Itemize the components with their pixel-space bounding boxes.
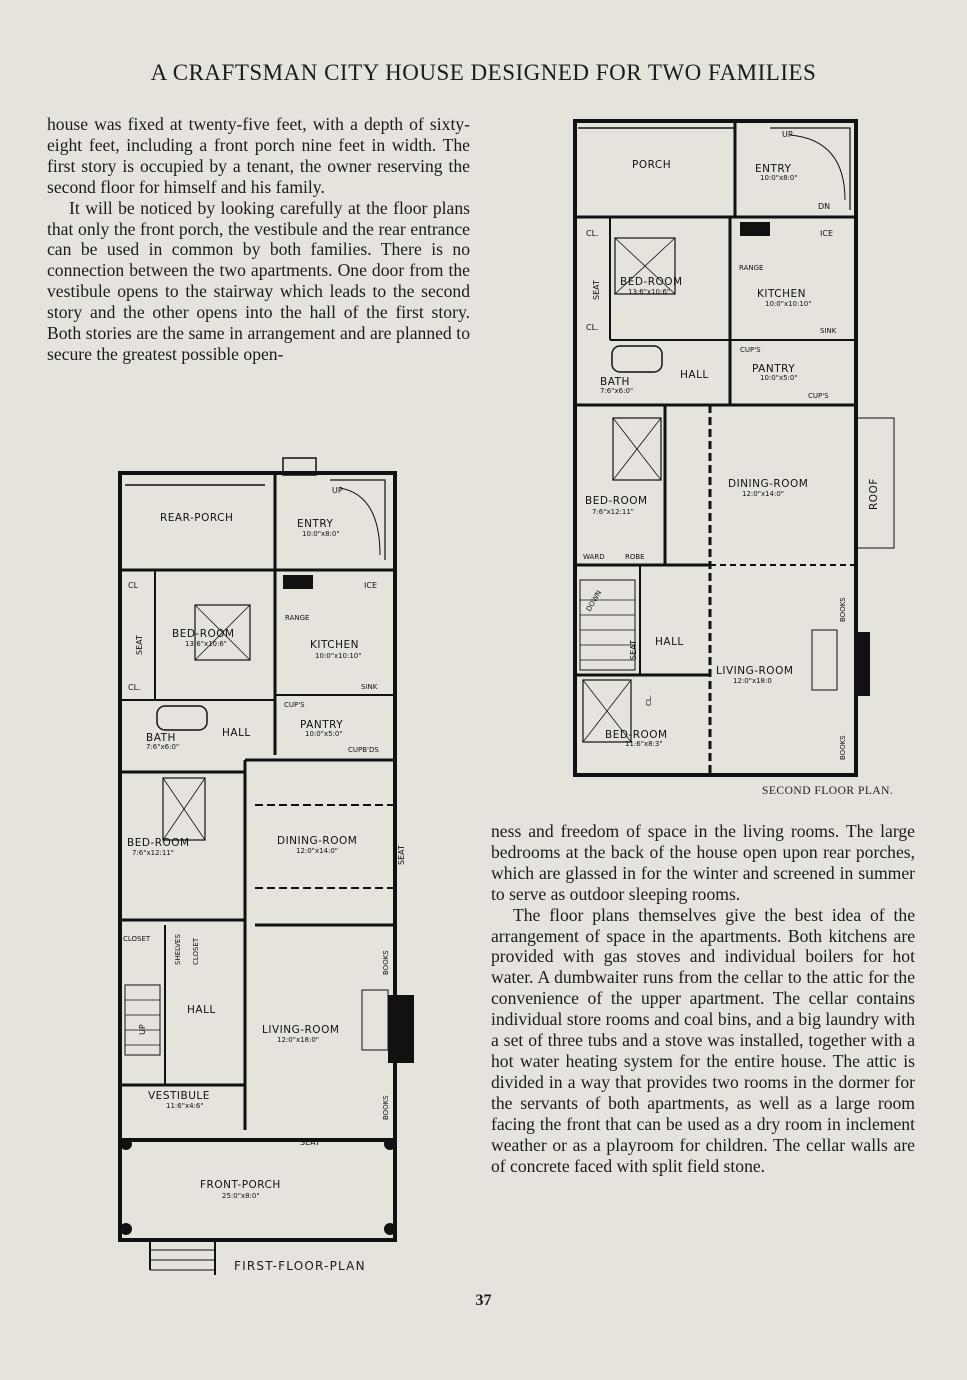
label-hall-top: HALL: [680, 369, 709, 381]
label-bedroom-mid: BED-ROOM: [585, 495, 648, 507]
label-ice: ICE: [364, 581, 377, 590]
label-cl-hall: CL.: [645, 694, 653, 706]
label-entry: ENTRY: [297, 518, 334, 530]
label-bath-dim: 7:6"x6:0": [146, 743, 180, 751]
label-seat-hall: SEAT: [629, 640, 638, 660]
label-dn: DN: [818, 202, 831, 211]
label-cl-bottom: CL.: [586, 323, 599, 332]
label-books1: BOOKS: [382, 950, 390, 975]
paragraph: It will be noticed by looking carefully at the floor plans that only the front porch, the vestibule and the rear entrance can be used in common by both families. There is no connection between the two apartments. One door from the vestibule opens to the stairway which leads to the second story and the other opens into the hall of the first story. Both stories are the same in arrangement and are planned to secure the greatest possible open-: [47, 197, 470, 364]
label-shelves: SHELVES: [174, 934, 182, 965]
label-hall: HALL: [187, 1004, 216, 1016]
label-front-porch: FRONT-PORCH: [200, 1179, 281, 1191]
label-pantry-dim: 10:0"x5:0": [760, 374, 798, 382]
label-closet2: CLOSET: [192, 937, 200, 965]
paragraph: ness and freedom of space in the living rooms. The large bedrooms at the back of the house open upon rear porches, which are glassed in for the winter and screened in summer to serve as outdoor sleeping rooms.: [491, 821, 915, 904]
label-dining: DINING-ROOM: [277, 835, 358, 847]
label-bedroom-back-dim: 13:6"x10:6": [185, 640, 228, 648]
label-bedroom-back-dim: 13:6"x10:6": [628, 288, 671, 296]
paragraph: house was fixed at twenty-five feet, with a depth of sixty-eight feet, including a front porch nine feet in width. The first story is occupied by a tenant, the owner reserving the second floor for himself and his family.: [47, 114, 470, 197]
label-bedroom-mid-dim: 7:6"x12:11": [592, 508, 635, 516]
label-porch: PORCH: [632, 159, 672, 171]
label-living: LIVING-ROOM: [716, 665, 794, 677]
label-cl-bottom: CL.: [128, 683, 141, 692]
page-number: 37: [475, 1292, 492, 1309]
label-seat-back: SEAT: [592, 280, 601, 300]
label-bedroom-mid-dim: 7:6"x12:11": [132, 849, 175, 857]
label-dining-dim: 12:0"x14:0": [742, 490, 785, 498]
second-floor-caption: SECOND FLOOR PLAN.: [762, 785, 894, 797]
label-pantry-dim: 10:0"x5:0": [305, 730, 343, 738]
label-bedroom-front-dim: 11:6"x8:3": [625, 740, 663, 748]
label-ward: WARD: [583, 553, 605, 561]
paragraph: The floor plans themselves give the best idea of the arrangement of space in the apartments. Both kitchens are provided with gas stoves and individual boilers for hot water. A dumbwaiter runs from the cellar to the attic for the convenience of the upper apartment. The cellar contains individual store rooms and coal bins, and a big laundry with a set of three tubs and a stove was installed, together with a hot water heating system for the entire house. The attic is divided in a way that provides two rooms in the dormer for the servants of both apartments, as well as a large room facing the front that can be used as a dry room in inclement weather or as a playroom for children. The cellar walls are of concrete faced with split field stone.: [491, 904, 915, 1176]
label-sink: SINK: [361, 683, 378, 691]
label-entry-dim: 10:0"x8:0": [302, 530, 340, 538]
page-title: A CRAFTSMAN CITY HOUSE DESIGNED FOR TWO FAMILIES: [150, 60, 817, 85]
label-ice: ICE: [820, 229, 833, 238]
label-kitchen-dim: 10:0"x10:10": [765, 300, 812, 308]
label-up: UP: [782, 130, 793, 139]
label-rear-porch: REAR-PORCH: [160, 512, 234, 524]
label-bath: BATH: [600, 376, 630, 388]
label-pantry: PANTRY: [300, 719, 344, 731]
label-roof: ROOF: [868, 478, 880, 510]
label-bedroom-back: BED-ROOM: [620, 276, 683, 288]
label-down: DOWN: [584, 589, 604, 613]
label-up2: UP: [138, 1024, 147, 1035]
label-kitchen-dim: 10:0"x10:10": [315, 652, 362, 660]
label-robe: ROBE: [625, 553, 645, 561]
label-hall: HALL: [655, 636, 684, 648]
label-living-dim: 12:0"x18:0": [277, 1036, 320, 1044]
label-kitchen: KITCHEN: [310, 639, 359, 651]
label-bedroom-mid: BED-ROOM: [127, 837, 190, 849]
label-cl-top: CL.: [586, 229, 599, 238]
label-entry: ENTRY: [755, 163, 792, 175]
label-dining: DINING-ROOM: [728, 478, 809, 490]
label-pantry: PANTRY: [752, 363, 796, 375]
label-books2: BOOKS: [839, 735, 847, 760]
label-seat-front: SEAT: [300, 1138, 320, 1147]
label-cups2: CUP'S: [808, 392, 829, 400]
label-living: LIVING-ROOM: [262, 1024, 340, 1036]
label-range: RANGE: [285, 614, 310, 622]
label-books1: BOOKS: [839, 597, 847, 622]
label-dining-dim: 12:0"x14:0": [296, 847, 339, 855]
label-living-dim: 12:0"x18:0: [733, 677, 772, 685]
right-text-column: [491, 821, 915, 1176]
label-cl-top: CL: [128, 581, 139, 590]
label-cupbds: CUPB'DS: [348, 746, 379, 754]
first-floor-caption: FIRST-FLOOR-PLAN: [234, 1259, 366, 1273]
label-bedroom-front: BED-ROOM: [605, 729, 668, 741]
label-vestibule-dim: 11:6"x4:6": [166, 1102, 204, 1110]
label-cups: CUP'S: [284, 701, 305, 709]
label-books2: BOOKS: [382, 1095, 390, 1120]
label-vestibule: VESTIBULE: [148, 1090, 210, 1102]
label-kitchen: KITCHEN: [757, 288, 806, 300]
label-closet: CLOSET: [123, 935, 151, 943]
left-text-column: [47, 114, 470, 365]
label-entry-dim: 10:0"x8:0": [760, 174, 798, 182]
label-range: RANGE: [739, 264, 764, 272]
label-hall-top: HALL: [222, 727, 251, 739]
label-seat-dining: SEAT: [397, 845, 406, 865]
label-up: UP: [332, 486, 343, 495]
label-bath-dim: 7:6"x6:0": [600, 387, 634, 395]
label-front-porch-dim: 25:0"x8:0": [222, 1192, 260, 1200]
label-sink: SINK: [820, 327, 837, 335]
label-seat-back: SEAT: [135, 635, 144, 655]
label-cups: CUP'S: [740, 346, 761, 354]
label-bath: BATH: [146, 732, 176, 744]
label-bedroom-back: BED-ROOM: [172, 628, 235, 640]
